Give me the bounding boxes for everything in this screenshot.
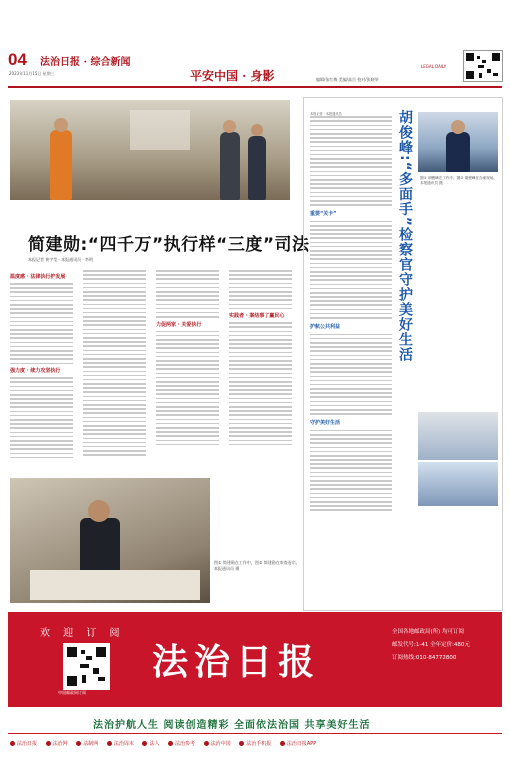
banner-qr-label: 中国邮政网订阅 bbox=[58, 690, 86, 695]
story-photo-meeting bbox=[418, 462, 498, 506]
footer-logo[interactable]: 法人 bbox=[142, 740, 159, 747]
left-subhead-2: 强力度 · 续力攻坚执行 bbox=[10, 368, 61, 375]
story-photo-prosecutor bbox=[418, 112, 498, 172]
left-subhead-1: 温度感 · 法律执行护发展 bbox=[10, 274, 66, 280]
page-number: 04 bbox=[8, 50, 27, 69]
banner-info-line: 订阅热线:010-84772800 bbox=[392, 655, 457, 661]
story-photo-judge-desk bbox=[10, 478, 210, 603]
right-photo-caption: 图① 胡俊峰在工作中。图② 胡俊峰在办案现场。本报通讯员 摄 bbox=[420, 176, 498, 185]
footer-logo[interactable]: 法制网 bbox=[76, 740, 98, 747]
banner-qr-code[interactable] bbox=[63, 643, 110, 690]
header-qr-code bbox=[463, 50, 503, 82]
header-rule bbox=[8, 86, 502, 88]
right-story-headline: 胡俊峰:“多面手”检察官守护美好生活 bbox=[397, 110, 413, 363]
footer-logo[interactable]: 法治中国 bbox=[204, 740, 231, 747]
footer-logo[interactable]: 法治网 bbox=[46, 740, 68, 747]
banner-info-line: 全国各地邮政局(所) 均可订阅 bbox=[392, 629, 465, 635]
banner-info-line: 邮发代号:1-41 全年定价:480元 bbox=[392, 642, 470, 648]
right-subhead-2: 护航公共利益 bbox=[310, 323, 341, 330]
footer-logo[interactable]: 法治日报 bbox=[10, 740, 37, 747]
footer-logo[interactable]: 法治手机报 bbox=[239, 740, 271, 747]
right-subhead-1: 重要“关卡” bbox=[310, 210, 337, 217]
left-story-body bbox=[10, 270, 298, 475]
banner-title: 法治日报 bbox=[152, 641, 321, 683]
story-photo-judge-office bbox=[10, 100, 290, 200]
issue-date: 2023年11月15日 星期三 bbox=[9, 71, 55, 76]
legal-daily-label: LEGAL DAILY bbox=[421, 64, 447, 69]
left-story-byline: 本报记者 黄宇莹 · 本报通讯员 · 李明 bbox=[28, 257, 93, 262]
logo-icon bbox=[280, 741, 285, 746]
footer-logo[interactable]: 法治日报APP bbox=[280, 740, 316, 747]
section-title: 平安中国 · 身影 bbox=[190, 69, 275, 83]
slogan: 法治护航人生 阅读创造精彩 全面依法治国 共享美好生活 bbox=[93, 720, 371, 731]
masthead: 法治日报 · 综合新闻 bbox=[40, 57, 131, 68]
editor-credits: 编辑/张红梅 美编/高岳 校对/张晓华 bbox=[316, 77, 379, 82]
story-photo-inspection bbox=[418, 412, 498, 460]
left-subhead-4: 实践者 · 案结事了赢民心 bbox=[229, 313, 285, 320]
banner-info bbox=[392, 626, 470, 665]
right-story-body bbox=[310, 112, 392, 602]
footer-rule bbox=[8, 733, 502, 734]
logo-icon bbox=[239, 741, 244, 746]
right-subhead-3: 守护美好生活 bbox=[310, 419, 341, 426]
left-photo-caption: 图① 简建勋在工作中。图② 简建勋在审查卷宗。本报通讯员 摄 bbox=[214, 560, 300, 571]
banner-subtitle: 欢 迎 订 阅 bbox=[40, 628, 125, 639]
logo-icon bbox=[204, 741, 209, 746]
footer-logo[interactable]: 法治周末 bbox=[107, 740, 134, 747]
logo-icon bbox=[76, 741, 81, 746]
footer-logo[interactable]: 法治参考 bbox=[168, 740, 195, 747]
logo-icon bbox=[142, 741, 147, 746]
logo-icon bbox=[168, 741, 173, 746]
right-story-intro: 本报记者 · 本报通讯员 bbox=[310, 112, 342, 116]
left-subhead-3: 力促两家 · 关爱执行 bbox=[156, 321, 202, 328]
logo-icon bbox=[107, 741, 112, 746]
logo-icon bbox=[46, 741, 51, 746]
footer-logos bbox=[10, 740, 500, 747]
logo-icon bbox=[10, 741, 15, 746]
left-story-headline: 简建勋:“四千万”执行样“三度”司法 bbox=[28, 235, 310, 255]
